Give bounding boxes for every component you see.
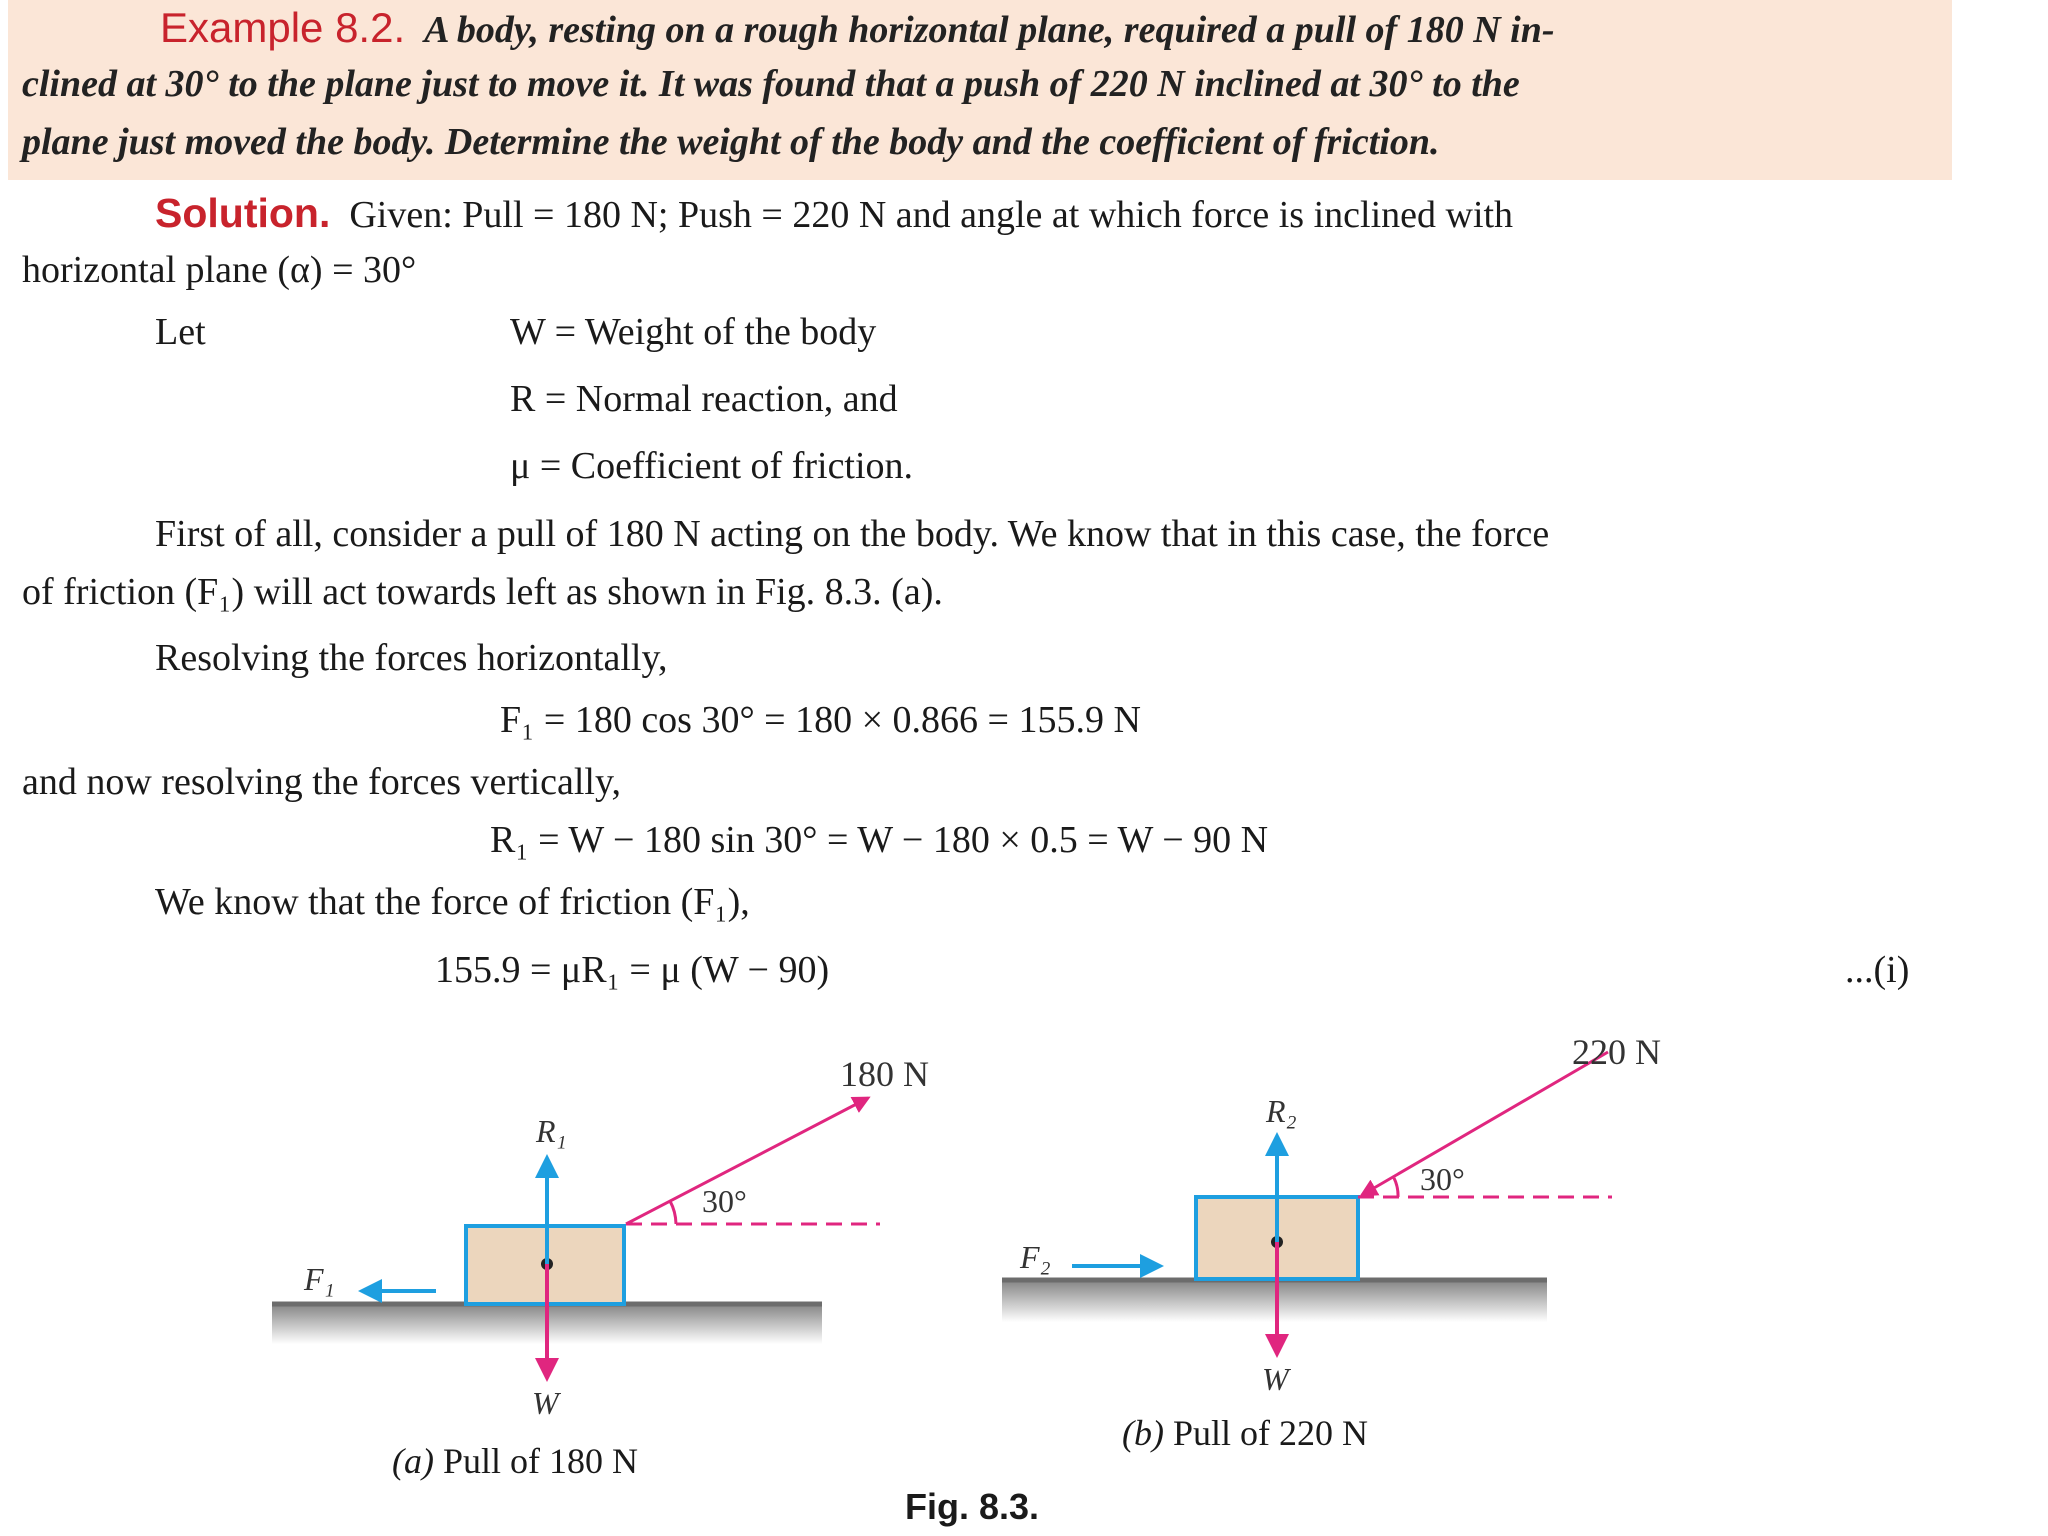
given-line-1: Given: Pull = 180 N; Push = 220 N and angle at which force is inclined with <box>349 194 1514 236</box>
caption-b-text: Pull of 220 N <box>1172 1413 1368 1453</box>
resolve-vertical: and now resolving the forces vertically, <box>22 761 622 803</box>
angle-label-b: 30° <box>1420 1161 1465 1197</box>
caption-b <box>1122 1412 1368 1454</box>
example-line-3: plane just moved the body. Determine the weight of the body and the coefficient of friction. <box>22 121 1440 163</box>
know-friction: We know that the force of friction (F₁), <box>155 881 750 923</box>
figure-a <box>272 1054 929 1421</box>
figure-b <box>1002 1032 1661 1397</box>
angle-arc-a <box>670 1201 676 1224</box>
normal-label-a: R₁ <box>536 1113 567 1149</box>
weight-label-a: W <box>532 1385 559 1421</box>
angle-label-a: 30° <box>702 1183 747 1219</box>
weight-label-b: W <box>1262 1361 1289 1397</box>
angle-arc-b <box>1394 1178 1398 1197</box>
caption-a-tag: (a) <box>392 1441 434 1481</box>
figure-caption: Fig. 8.3. <box>905 1486 1040 1527</box>
push-arrow-b <box>1362 1052 1608 1195</box>
given-line-2: horizontal plane (α) = 30° <box>22 249 417 291</box>
friction-label-b: F₂ <box>1020 1239 1051 1275</box>
example-heading: Example 8.2. <box>160 4 406 51</box>
pull-arrow-a <box>626 1098 868 1224</box>
solution-heading: Solution. <box>155 190 331 236</box>
caption-a <box>392 1440 638 1482</box>
para1-line-2: of friction (F₁) will act towards left as shown in Fig. 8.3. (a). <box>22 571 943 613</box>
resolve-horizontal: Resolving the forces horizontally, <box>155 637 668 679</box>
ground-b <box>1002 1278 1547 1322</box>
example-line-2: clined at 30° to the plane just to move it. It was found that a push of 220 N inclined at 30° to the <box>22 63 1520 105</box>
equation-i-tag: ...(i) <box>1845 949 1910 991</box>
normal-label-b: R₂ <box>1266 1093 1297 1129</box>
caption-a-text: Pull of 180 N <box>442 1441 638 1481</box>
force-label-a: 180 N <box>840 1054 929 1094</box>
definition-mu: μ = Coefficient of friction. <box>510 445 914 487</box>
equation-i: 155.9 = μR₁ = μ (W − 90) <box>435 949 830 991</box>
friction-label-a: F₁ <box>304 1261 335 1297</box>
let-label: Let <box>155 311 206 353</box>
definition-normal: R = Normal reaction, and <box>510 378 898 420</box>
equation-r1: R₁ = W − 180 sin 30° = W − 180 × 0.5 = W − 90 N <box>490 819 1269 861</box>
caption-b-tag: (b) <box>1122 1413 1164 1453</box>
force-label-b: 220 N <box>1572 1032 1661 1072</box>
para1-line-1: First of all, consider a pull of 180 N acting on the body. We know that in this case, the force <box>155 513 1550 555</box>
equation-f1: F₁ = 180 cos 30° = 180 × 0.866 = 155.9 N <box>500 699 1141 741</box>
definition-weight: W = Weight of the body <box>510 311 877 353</box>
example-text-1: A body, resting on a rough horizontal plane, required a pull of 180 N in- <box>424 9 1555 51</box>
